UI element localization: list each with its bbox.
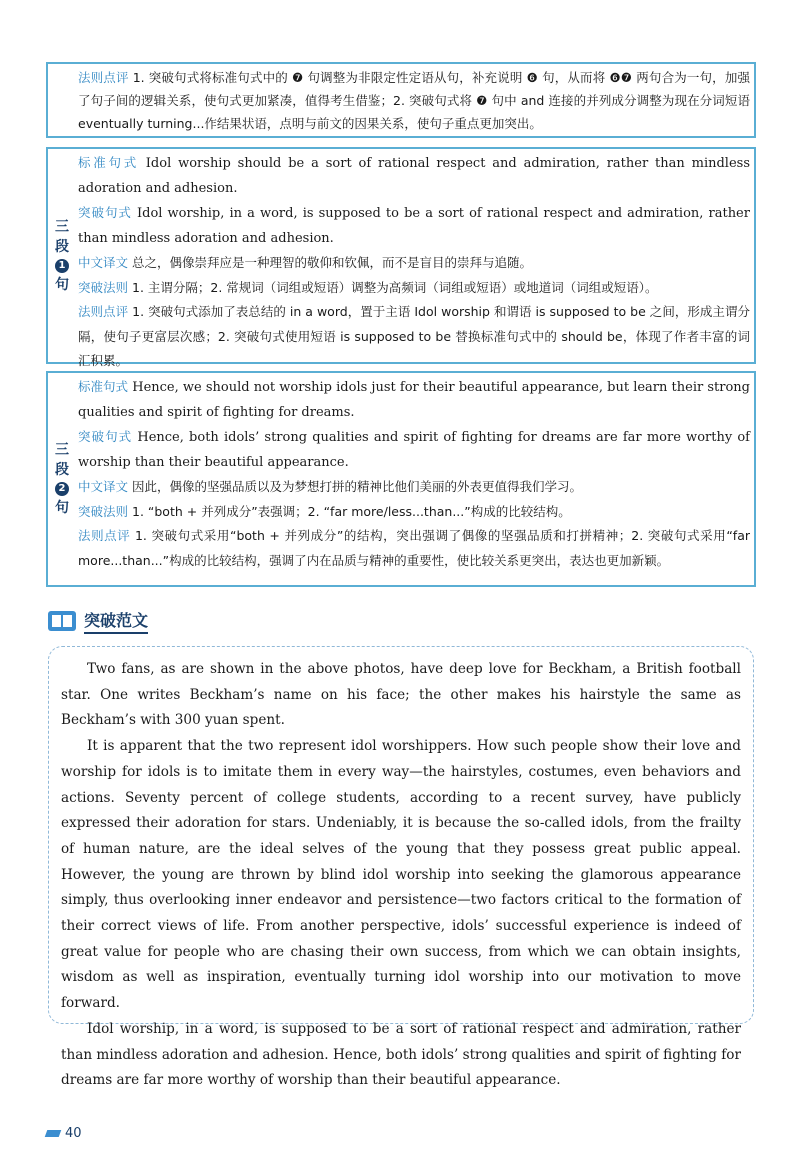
rule-comment-content	[78, 66, 750, 135]
page-number: 40	[65, 1126, 82, 1141]
breakthrough-text: Hence, both idols’ strong qualities and spirit of fighting for dreams are far more worthy of worship than their beautiful appearance.	[78, 430, 750, 470]
translation-text: 总之，偶像崇拜应是一种理智的敬仰和钦佩，而不是盲目的崇拜与追随。	[132, 255, 533, 270]
rule-comment-paragraph	[78, 66, 750, 135]
section-heading	[48, 608, 148, 634]
side-number: 2	[55, 482, 69, 496]
book-icon	[48, 611, 76, 631]
paragraph3-sentence1-box	[46, 147, 756, 368]
paragraph3-sentence2-box	[46, 371, 756, 587]
comment-text: 1. 突破句式添加了表总结的 in a word，置于主语 Idol worship 和谓语 is supposed to be 之间，形成主谓分隔，使句子更富层次感；2. 突破句式使用短语 is supposed to be 替换标准句式中的 should be，体现了作者丰富的词汇积累。	[78, 304, 750, 368]
comment-tag: 法则点评	[78, 304, 129, 319]
side-char: 句	[55, 276, 69, 293]
essay-paragraph: Two fans, as are shown in the above photos, have deep love for Beckham, a British football star. One writes Beckham’s name on his face; the other makes his hairstyle the same as Beckham’s with 300 yuan spent.	[61, 661, 741, 729]
section-title: 突破范文	[84, 608, 148, 634]
page-marker-icon	[46, 1129, 62, 1139]
rule-tag: 突破法则	[78, 503, 129, 519]
breakthrough-tag: 突破句式	[78, 429, 133, 444]
standard-text: Idol worship should be a sort of rational respect and admiration, rather than mindless adoration and adhesion.	[78, 156, 750, 196]
rule-comment-text: 1. 突破句式将标准句式中的 ❼ 句调整为非限定性定语从句，补充说明 ❻ 句，从而将 ❻❼ 两句合为一句，加强了句子间的逻辑关系，使句式更加紧凑，值得考生借鉴；2. 突破句式将 ❼ 句中 and 连接的并列成分调整为现在分词短语 eventually turning...作结果状语，点明与前文的因果关系，使句子重点更加突出。	[78, 70, 750, 131]
standard-sentence	[78, 375, 750, 425]
side-char: 句	[55, 500, 69, 516]
comment-tag: 法则点评	[78, 528, 131, 543]
standard-text: Hence, we should not worship idols just for their beautiful appearance, but learn their strong qualities and spirit of fighting for dreams.	[78, 380, 750, 420]
breakthrough-sentence	[78, 425, 750, 475]
breakthrough-rule	[78, 500, 750, 525]
side-number: 1	[55, 259, 69, 273]
translation	[78, 475, 750, 500]
sentence-content	[78, 375, 750, 573]
comment-text: 1. 突破句式采用“both + 并列成分”的结构，突出强调了偶像的坚强品质和打拼精神；2. 突破句式采用“far more...than...”构成的比较结构，强调了内在品质与精神的重要性，使比较关系更突出，表达也更加新颖。	[78, 528, 750, 568]
translation-tag: 中文译文	[78, 255, 129, 270]
rule-text: 1. 主谓分隔；2. 常规词（词组或短语）调整为高频词（词组或短语）或地道词（词组或短语）。	[132, 279, 658, 295]
side-char: 三	[55, 442, 69, 458]
breakthrough-tag: 突破句式	[78, 205, 132, 220]
standard-tag: 标准句式	[78, 155, 139, 170]
essay-paragraph: It is apparent that the two represent idol worshippers. How such people show their love and worship for idols is to imitate them in every way—the hairstyles, costumes, even behaviors and actions. Seventy percent of college students, according to a recent survey, have publicly expressed their adoration for stars. Undeniably, it is because the so-called idols, from the frailty of human nature, are the ideal selves of the young that they possess great public appeal. However, the young are thrown by blind idol worship into seeking the glamorous appearance simply, thus overlooking inner endeavor and persistence—two factors critical to the formation of their correct views of life. From another perspective, idols’ successful experience is indeed of great value for people who are chasing their own success, from which we can obtain insights, wisdom as well as inspiration, eventually turning idol worship into our motivation to move forward.	[61, 738, 741, 1012]
model-essay	[48, 646, 754, 1089]
sentence-label	[48, 149, 76, 362]
page-footer	[46, 1126, 82, 1141]
side-char: 三	[55, 218, 69, 235]
standard-tag: 标准句式	[78, 379, 129, 394]
rule-tag: 突破法则	[78, 279, 129, 295]
rule-comment	[78, 300, 750, 374]
rule-comment	[78, 524, 750, 573]
rule-comment-tag: 法则点评	[78, 70, 129, 85]
essay-paragraph: Idol worship, in a word, is supposed to be a sort of rational respect and admiration, rather than mindless adoration and adhesion. Hence, both idols’ strong qualities and spirit of fighting for dreams are far more worthy of worship than their beautiful appearance.	[61, 1020, 741, 1089]
breakthrough-rule	[78, 276, 750, 301]
standard-sentence	[78, 151, 750, 201]
translation-text: 因此，偶像的坚强品质以及为梦想打拼的精神比他们美丽的外表更值得我们学习。	[132, 479, 583, 494]
breakthrough-text: Idol worship, in a word, is supposed to be a sort of rational respect and admiration, rather than mindless adoration and adhesion.	[78, 206, 750, 246]
translation-tag: 中文译文	[78, 479, 129, 494]
side-char: 段	[55, 238, 69, 255]
breakthrough-sentence	[78, 201, 750, 251]
sentence-content	[78, 151, 750, 374]
rule-comment-box	[46, 62, 756, 138]
rule-text: 1. “both + 并列成分”表强调；2. “far more/less...than...”构成的比较结构。	[132, 503, 571, 519]
translation	[78, 251, 750, 276]
side-char: 段	[55, 462, 69, 478]
sentence-label	[48, 373, 76, 585]
